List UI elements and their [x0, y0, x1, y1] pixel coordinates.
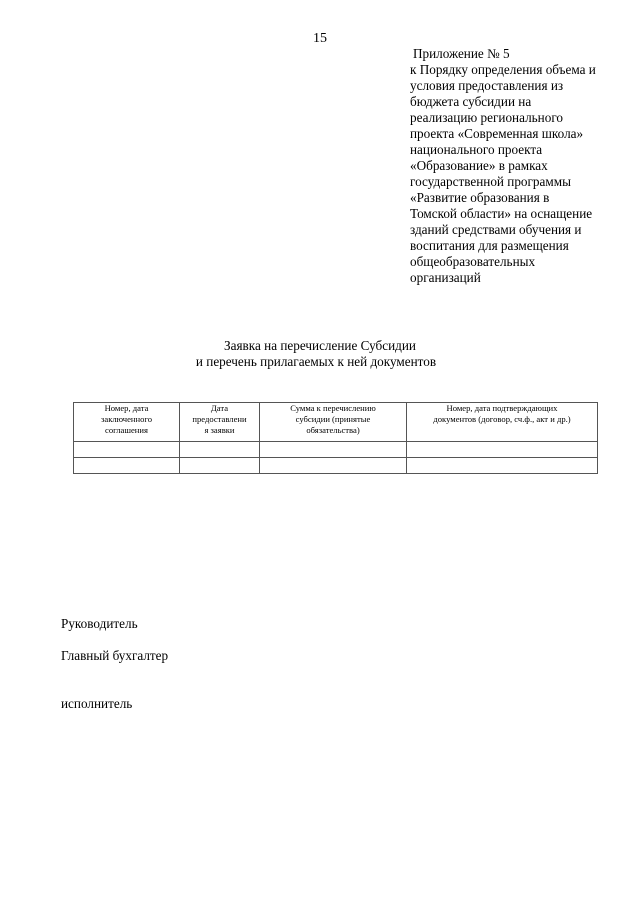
appendix-line: организаций	[410, 270, 481, 285]
table-cell[interactable]	[74, 442, 180, 458]
appendix-line: реализацию регионального	[410, 110, 563, 125]
appendix-line: воспитания для размещения	[410, 238, 569, 253]
header-line: предоставлени	[192, 414, 247, 424]
column-header-request-date	[180, 403, 260, 442]
document-title	[0, 338, 640, 370]
page-number: 15	[313, 31, 327, 46]
table-header-row	[74, 403, 598, 442]
appendix-line: условия предоставления из	[410, 78, 564, 93]
appendix-line: Приложение № 5	[413, 46, 510, 61]
table-cell[interactable]	[407, 442, 598, 458]
column-header-documents	[407, 403, 598, 442]
signature-head-label: Руководитель	[61, 616, 138, 631]
signature-executor-label: исполнитель	[61, 696, 133, 711]
header-line: субсидии (принятые	[295, 414, 371, 424]
appendix-line: к Порядку определения объема и	[410, 62, 596, 77]
appendix-line: «Образование» в рамках	[410, 158, 548, 173]
header-line: Дата	[210, 403, 229, 413]
table-cell[interactable]	[260, 442, 407, 458]
table-cell[interactable]	[180, 458, 260, 474]
appendix-line: проекта «Современная школа»	[410, 126, 584, 141]
table-row	[74, 458, 598, 474]
appendix-line: «Развитие образования в	[410, 190, 550, 205]
header-line: Номер, дата	[104, 403, 149, 413]
header-line: соглашения	[105, 425, 148, 435]
appendix-line: бюджета субсидии на	[410, 94, 532, 109]
header-line: я заявки	[204, 425, 235, 435]
table-cell[interactable]	[180, 442, 260, 458]
appendix-line: государственной программы	[410, 174, 571, 189]
request-table	[73, 402, 598, 474]
appendix-line: Томской области» на оснащение	[410, 206, 593, 221]
signature-chief-accountant-label: Главный бухгалтер	[61, 648, 169, 663]
appendix-block	[410, 46, 632, 286]
column-header-amount	[260, 403, 407, 442]
header-line: документов (договор, сч.ф., акт и др.)	[433, 414, 571, 424]
document-title-line-1: Заявка на перечисление Субсидии	[224, 338, 416, 353]
header-line: Сумма к перечислению	[290, 403, 376, 413]
column-header-agreement	[74, 403, 180, 442]
header-line: обязательства)	[306, 425, 360, 435]
header-line: заключенного	[100, 414, 152, 424]
table-cell[interactable]	[260, 458, 407, 474]
header-line: Номер, дата подтверждающих	[446, 403, 558, 413]
table-cell[interactable]	[74, 458, 180, 474]
appendix-line: общеобразовательных	[410, 254, 536, 269]
table-row	[74, 442, 598, 458]
document-title-line-2: и перечень прилагаемых к ней документов	[195, 354, 437, 369]
appendix-line: зданий средствами обучения и	[410, 222, 582, 237]
appendix-line: национального проекта	[410, 142, 543, 157]
table-cell[interactable]	[407, 458, 598, 474]
